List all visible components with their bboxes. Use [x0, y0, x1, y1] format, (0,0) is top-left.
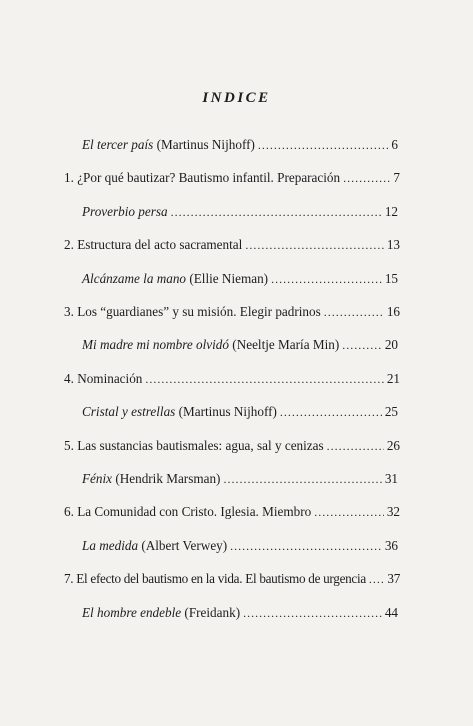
toc-entry-poem	[82, 271, 398, 287]
toc-entry-text	[64, 304, 321, 320]
toc-entry-author: (Neeltje María Min)	[229, 337, 340, 352]
toc-entry-author: (Hendrik Marsman)	[112, 471, 221, 486]
toc-leader-dots	[342, 337, 382, 353]
toc-page-number: 31	[384, 471, 398, 486]
toc-entry-poem	[82, 605, 398, 621]
toc-entry-chapter	[64, 438, 400, 454]
toc-entry-chapter	[64, 571, 400, 587]
toc-page-number: 13	[386, 237, 400, 252]
toc-page-number: 44	[384, 605, 398, 620]
page-title: INDICE	[202, 90, 271, 106]
toc-entry-text	[82, 137, 255, 153]
toc-entry-chapter-title: 3. Los “guardianes” y su misión. Elegir padrinos	[64, 304, 321, 319]
toc-page-number: 32	[386, 504, 400, 519]
toc-entry-author: (Albert Verwey)	[138, 538, 228, 553]
toc-page-number: 6	[391, 137, 398, 152]
toc-page-number: 12	[384, 204, 398, 219]
toc-entry-text	[82, 538, 227, 554]
toc-leader-dots	[230, 538, 382, 554]
toc-page-number: 20	[384, 337, 398, 352]
toc-leader-dots	[327, 438, 384, 454]
toc-entry-chapter-title: 6. La Comunidad con Cristo. Iglesia. Miembro	[64, 504, 312, 519]
toc-entry-title: El hombre endeble	[82, 605, 182, 620]
toc-leader-dots	[243, 605, 382, 621]
toc-entry-chapter	[64, 371, 400, 387]
toc-leader-dots	[324, 304, 384, 320]
toc-entry-title: Alcánzame la mano	[82, 271, 187, 286]
toc-entry-chapter	[64, 170, 400, 186]
toc-entry-poem	[82, 204, 398, 220]
toc-page-number: 25	[384, 404, 398, 419]
toc-page-number: 36	[384, 538, 398, 553]
toc-entry-poem	[82, 471, 398, 487]
toc-leader-dots	[223, 471, 381, 487]
toc-entry-text	[64, 504, 311, 520]
toc-entry-text	[64, 571, 366, 587]
toc-entry-poem	[82, 337, 398, 353]
toc-entry-text	[82, 471, 220, 487]
toc-leader-dots	[245, 237, 383, 253]
toc-entry-text	[82, 271, 268, 287]
toc-page-number: 16	[386, 304, 400, 319]
toc-entry-author: (Martinus Nijhoff)	[175, 404, 277, 419]
toc-entry-text	[64, 170, 340, 186]
toc-entry-text	[64, 371, 142, 387]
toc-entry-text	[82, 605, 240, 621]
toc-page-number: 15	[384, 271, 398, 286]
toc-entry-chapter-title: 5. Las sustancias bautismales: agua, sal y cenizas	[64, 438, 324, 453]
toc-page-number: 37	[387, 571, 400, 586]
toc-entry-author: (Martinus Nijhoff)	[153, 137, 255, 152]
toc-entry-text	[82, 337, 339, 353]
toc-leader-dots	[369, 571, 385, 587]
toc-entry-chapter-title: 7. El efecto del bautismo en la vida. El bautismo de urgencia	[64, 571, 366, 586]
toc-entry-text	[64, 237, 242, 253]
toc-entry-title: Proverbio persa	[82, 204, 168, 219]
toc-entry-text	[64, 438, 324, 454]
toc-entry-text	[82, 404, 277, 420]
toc-leader-dots	[258, 137, 389, 153]
toc-leader-dots	[280, 404, 382, 420]
toc-page-number: 26	[386, 438, 400, 453]
toc-entry-poem	[82, 404, 398, 420]
toc-entry-title: El tercer país	[82, 137, 154, 152]
toc-entry-chapter-title: 1. ¿Por qué bautizar? Bautismo infantil. Preparación	[64, 170, 341, 185]
toc-entry-title: Fénix	[82, 471, 113, 486]
toc-entry-title: La medida	[82, 538, 139, 553]
toc-leader-dots	[314, 504, 384, 520]
toc-entry-poem	[82, 137, 398, 153]
toc-entry-text	[82, 204, 168, 220]
toc-entry-title: Mi madre mi nombre olvidó	[82, 337, 229, 352]
toc-entry-chapter-title: 2. Estructura del acto sacramental	[64, 237, 243, 252]
toc-leader-dots	[145, 371, 383, 387]
toc-entry-chapter	[64, 504, 400, 520]
toc-entry-chapter	[64, 237, 400, 253]
toc-page-number: 7	[393, 170, 400, 185]
toc-entry-chapter	[64, 304, 400, 320]
toc-leader-dots	[171, 204, 382, 220]
toc-entry-poem	[82, 538, 398, 554]
toc-leader-dots	[343, 170, 390, 186]
toc-page-number: 21	[386, 371, 400, 386]
toc-entry-chapter-title: 4. Nominación	[64, 371, 143, 386]
toc-entry-author: (Ellie Nieman)	[186, 271, 269, 286]
toc-entry-title: Cristal y estrellas	[82, 404, 176, 419]
toc-leader-dots	[271, 271, 382, 287]
toc-entry-author: (Freidank)	[181, 605, 241, 620]
